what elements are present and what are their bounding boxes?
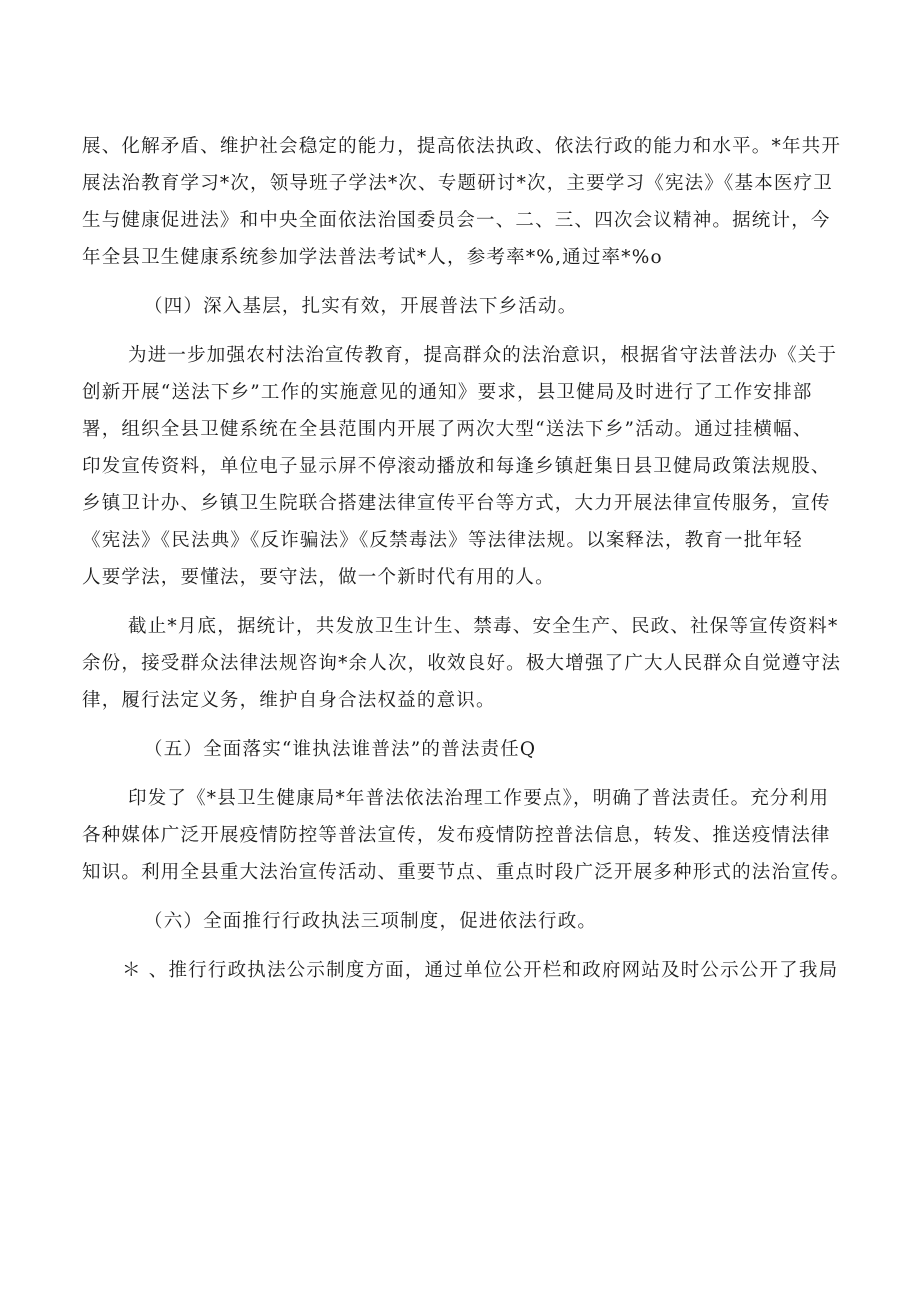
paragraph-responsibility xyxy=(82,780,852,891)
paragraph-continuation xyxy=(82,128,852,276)
text-line: 署，组织全县卫健系统在全县范围内开展了两次大型“送法下乡”活动。通过挂横幅、 xyxy=(82,419,813,440)
paragraph-enforcement xyxy=(82,952,852,989)
text-line: ＊ 、推行行政执法公示制度方面，通过单位公开栏和政府网站及时公示公开了我局 xyxy=(122,960,839,981)
section-heading-6: （六）全面推行行政执法三项制度，促进依法行政。 xyxy=(144,911,598,932)
text-line: 余份，接受群众法律法规咨询*余人次，收效良好。极大增强了广大人民群众自觉遵守法 xyxy=(82,653,842,674)
section-heading-5: （五）全面落实“谁执法谁普法”的普法责任Q xyxy=(144,739,537,760)
document-body xyxy=(82,128,852,989)
paragraph-statistics xyxy=(82,608,852,719)
text-line: 律，履行法定义务，维护自身合法权益的意识。 xyxy=(82,690,496,711)
text-line: 截止*月底，据统计，共发放卫生计生、禁毒、安全生产、民政、社保等宣传资料* xyxy=(128,616,839,637)
text-line: 展法治教育学习*次，领导班子学法*次、专题研讨*次，主要学习《宪法》《基本医疗卫 xyxy=(82,173,834,194)
text-line: 知识。利用全县重大法治宣传活动、重要节点、重点时段广泛开展多种形式的法治宣传。 xyxy=(82,862,851,883)
text-line: 印发了《*县卫生健康局*年普法依法治理工作要点》，明确了普法责任。充分利用 xyxy=(128,788,830,809)
text-line: 各种媒体广泛开展疫情防控等普法宣传，发布疫情防控普法信息，转发、推送疫情法律 xyxy=(82,825,831,846)
paragraph-outreach xyxy=(82,337,852,596)
text-line: 乡镇卫计办、乡镇卫生院联合搭建法律宣传平台等方式，大力开展法律宣传服务，宣传 xyxy=(82,493,831,514)
text-line: 人要学法，要懂法，要守法，做一个新时代有用的人。 xyxy=(82,567,555,588)
text-line: 创新开展“送法下乡”工作的实施意见的通知》要求，县卫健局及时进行了工作安排部 xyxy=(82,382,813,403)
text-line: 为进一步加强农村法治宣传教育，提高群众的法治意识，根据省守法普法办《关于 xyxy=(128,345,838,366)
text-line: 印发宣传资料，单位电子显示屏不停滚动播放和每逢乡镇赶集日县卫健局政策法规股、 xyxy=(82,456,831,477)
text-line: 年全县卫生健康系统参加学法普法考试*人，参考率*%,通过率*%o xyxy=(82,247,663,268)
text-line: 《宪法》《民法典》《反诈骗法》《反禁毒法》等法律法规。以案释法，教育一批年轻 xyxy=(82,530,803,551)
text-line: 展、化解矛盾、维护社会稳定的能力，提高依法执政、依法行政的能力和水平。*年共开 xyxy=(82,136,842,157)
section-heading-4: （四）深入基层，扎实有效，开展普法下乡活动。 xyxy=(144,296,578,317)
text-line: 生与健康促进法》和中央全面依法治国委员会一、二、三、四次会议精神。据统计，今 xyxy=(82,210,831,231)
